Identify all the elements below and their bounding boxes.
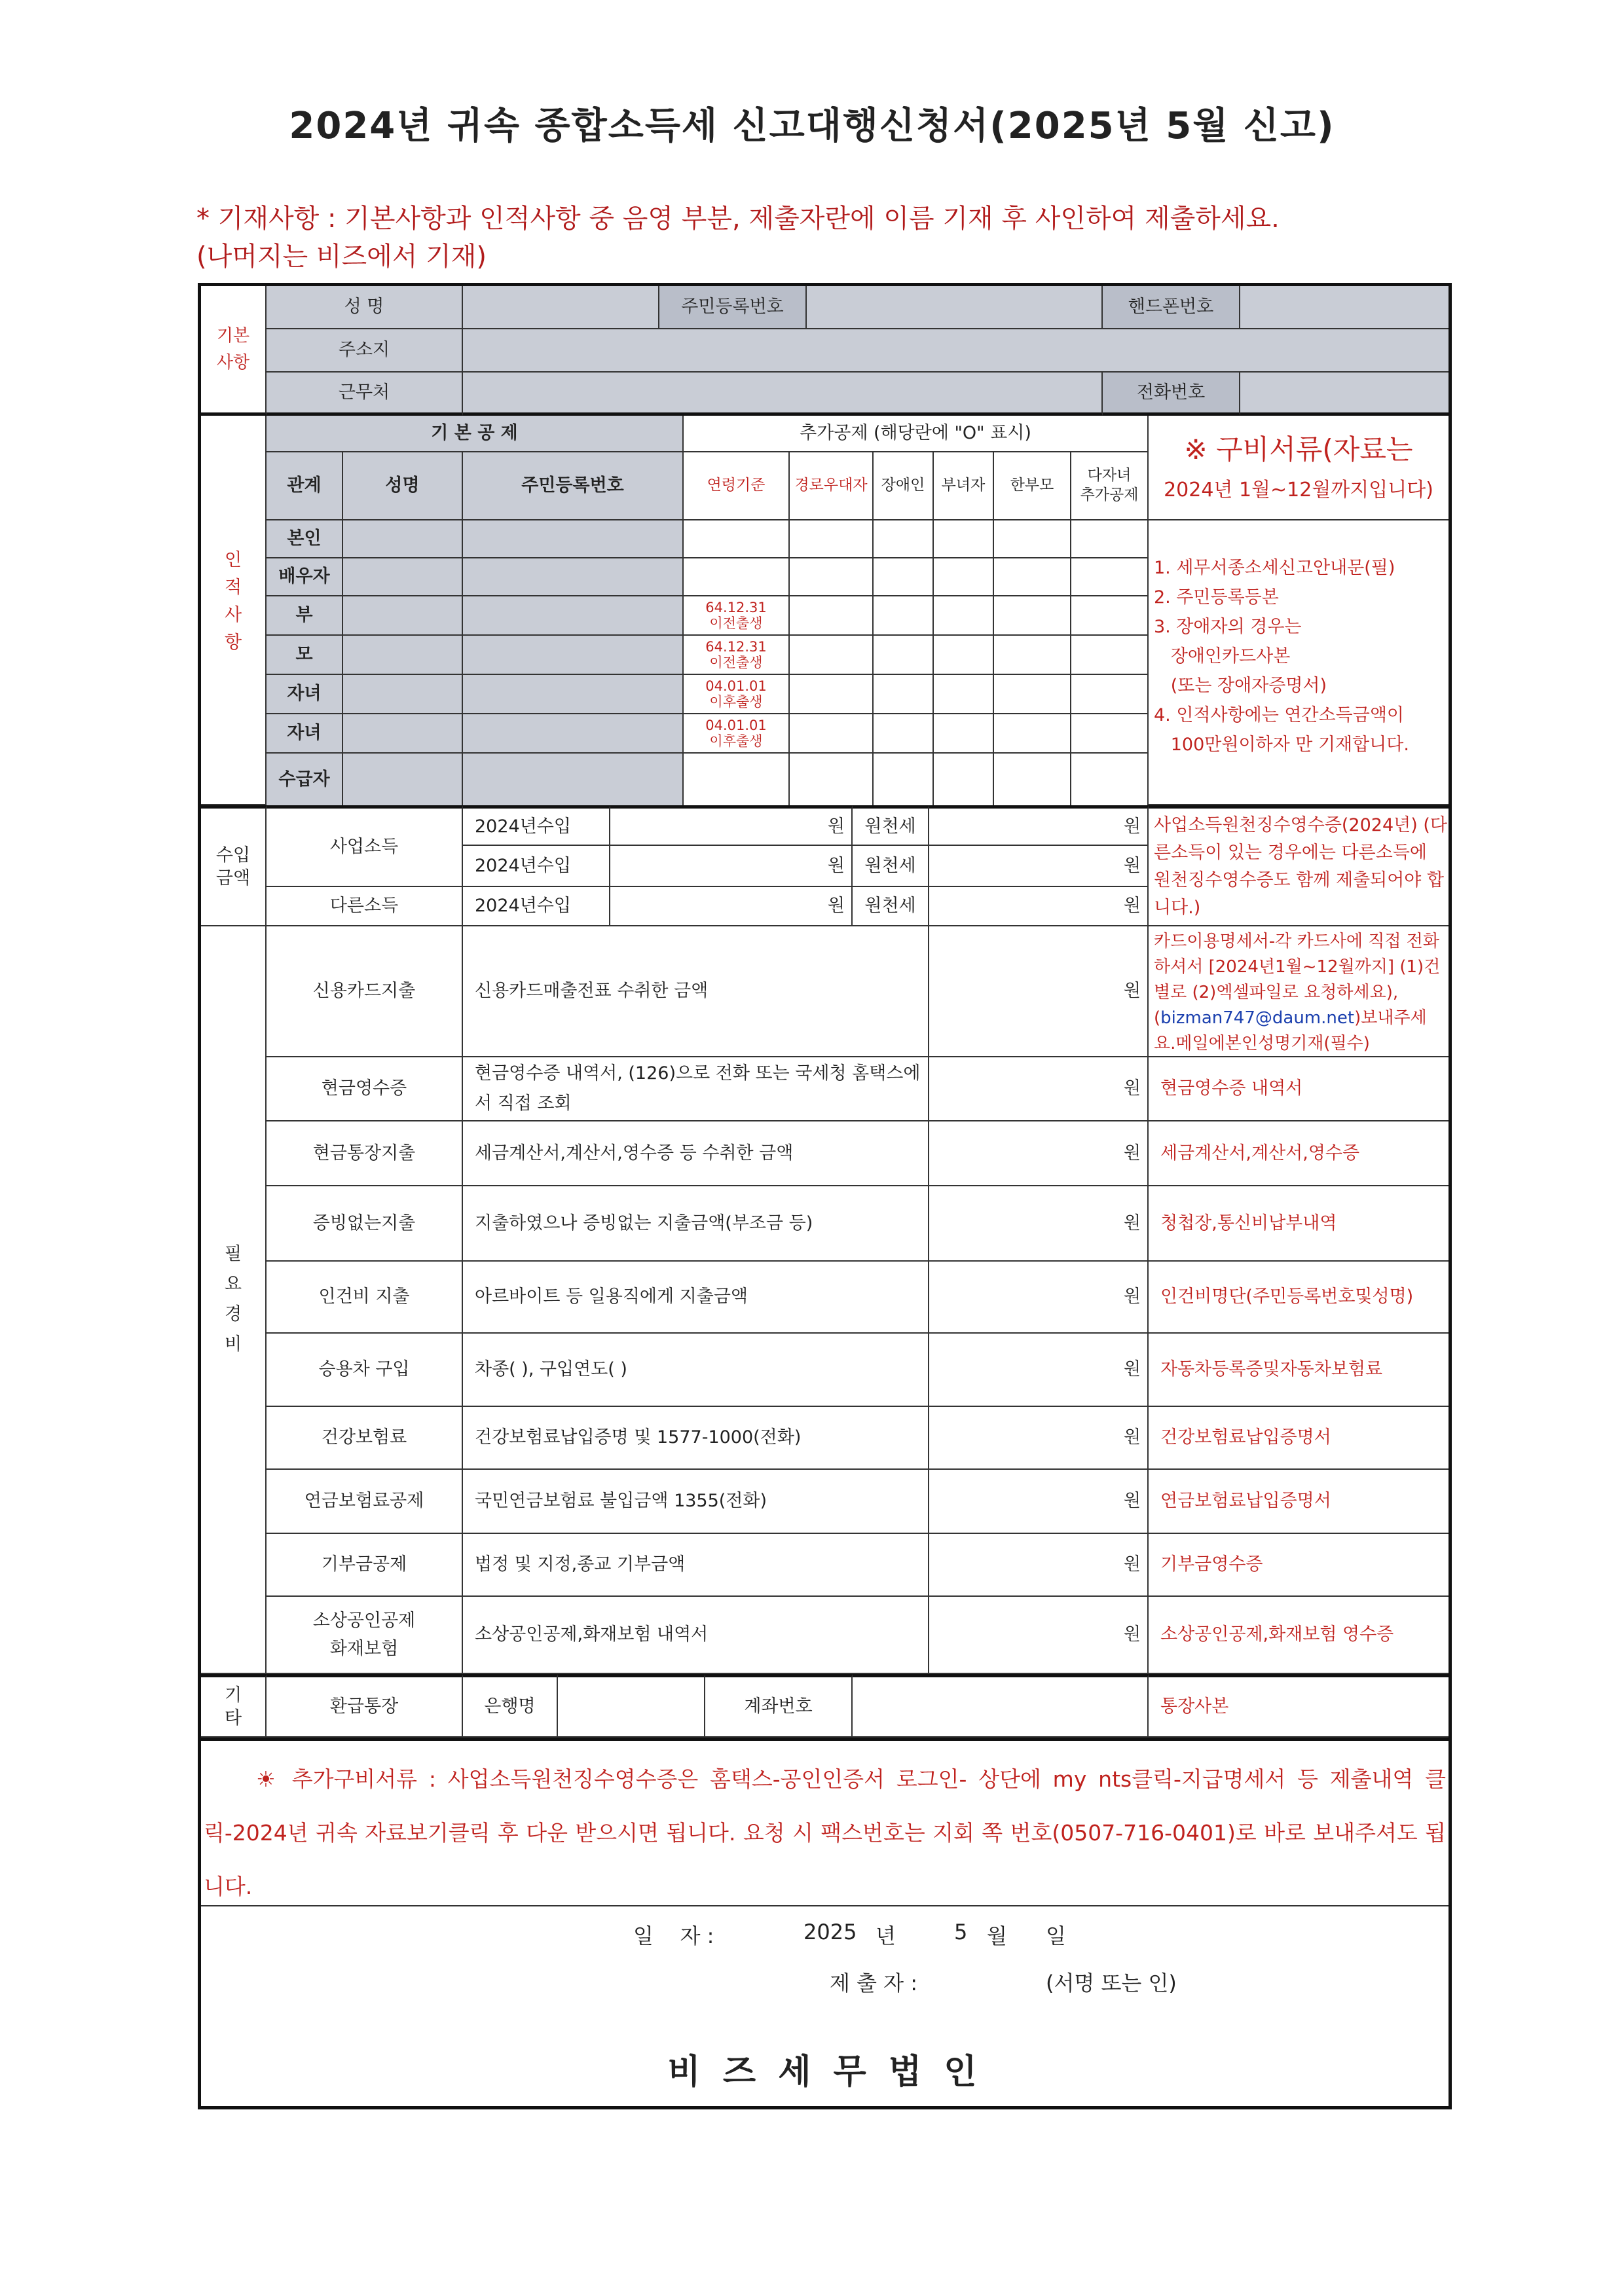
business-amount-1[interactable] — [610, 805, 853, 846]
expense-doc: 인건비명단(주민등록번호및성명) — [1149, 1262, 1449, 1334]
expense-item-label: 승용차 구입 — [267, 1334, 463, 1407]
dependent-deduction-check[interactable] — [1071, 754, 1149, 805]
expense-item-label: 인건비 지출 — [267, 1262, 463, 1334]
dependent-deduction-check[interactable] — [874, 596, 934, 636]
expense-amount-field[interactable] — [929, 1057, 1149, 1121]
dependent-relation: 본인 — [267, 520, 343, 558]
won-unit: 원 — [827, 855, 845, 876]
additional-deduction-header: 추가공제 (해당란에 "O" 표시) — [684, 416, 1149, 452]
expense-amount-field[interactable] — [929, 1262, 1149, 1334]
dependent-deduction-check[interactable] — [994, 714, 1071, 754]
won-unit: 원 — [1123, 1286, 1141, 1307]
dependent-deduction-check[interactable] — [1071, 675, 1149, 714]
won-unit: 원 — [1123, 981, 1141, 1002]
expense-section-label: 필 요 경 비 — [201, 926, 267, 1674]
col-rrn: 주민등록번호 — [463, 452, 684, 520]
business-received-label-2: 2024년수입 — [463, 846, 610, 887]
etc-section-label: 기 타 — [201, 1674, 267, 1738]
business-amount-2[interactable] — [610, 846, 853, 887]
dependent-age-criteria — [684, 558, 790, 596]
business-received-label-1: 2024년수입 — [463, 805, 610, 846]
card-doc-text: 카드이용명세서-각 카드사에 직접 전화하셔서 [2024년1월~12월까지] (1)건별로 (2)엑셀파일로 요청하세요),( — [1154, 932, 1441, 1028]
dependent-relation: 수급자 — [267, 754, 343, 805]
dependent-deduction-check[interactable] — [874, 675, 934, 714]
signature-hint: (서명 또는 인) — [1046, 1971, 1177, 1995]
expense-amount-field[interactable] — [929, 1407, 1149, 1470]
col-female: 부녀자 — [934, 452, 994, 520]
dependent-deduction-check[interactable] — [790, 714, 874, 754]
rrn-field[interactable] — [807, 286, 1103, 329]
dependent-rrn-field[interactable] — [463, 754, 684, 805]
dependent-rrn-field[interactable] — [463, 596, 684, 636]
dependent-name-field[interactable] — [343, 636, 463, 675]
dependent-rrn-field[interactable] — [463, 520, 684, 558]
income-section-label: 수입 금액 — [201, 805, 267, 926]
other-income-label: 다른소득 — [267, 887, 463, 926]
expense-doc: 소상공인공제,화재보험 영수증 — [1149, 1597, 1449, 1674]
dependent-deduction-check[interactable] — [934, 754, 994, 805]
expense-item-label: 연금보험료공제 — [267, 1470, 463, 1534]
dependent-deduction-check[interactable] — [934, 520, 994, 558]
dependent-age-criteria: 04.01.01 이후출생 — [684, 675, 790, 714]
won-unit: 원 — [1123, 1359, 1141, 1380]
tel-label: 전화번호 — [1103, 373, 1240, 416]
dependent-age-criteria — [684, 520, 790, 558]
dependent-age-criteria: 64.12.31 이전출생 — [684, 636, 790, 675]
expense-description: 법정 및 지정,종교 기부금액 — [463, 1534, 929, 1597]
dependent-deduction-check[interactable] — [994, 636, 1071, 675]
dependent-deduction-check[interactable] — [874, 636, 934, 675]
dependent-deduction-check[interactable] — [874, 520, 934, 558]
expense-item-label: 신용카드지출 — [267, 926, 463, 1057]
page-title: 2024년 귀속 종합소득세 신고대행신청서(2025년 5월 신고) — [289, 105, 1335, 147]
other-amount[interactable] — [610, 887, 853, 926]
dependent-rrn-field[interactable] — [463, 675, 684, 714]
withholding-label-1: 원천세 — [853, 805, 929, 846]
won-unit: 원 — [1123, 1554, 1141, 1575]
dependent-relation: 배우자 — [267, 558, 343, 596]
date-month-unit: 월 — [987, 1923, 1007, 1948]
additional-docs-note: ☀ 추가구비서류 : 사업소득원천징수영수증은 홈택스-공인인증서 로그인- 상단에 my nts클릭-지급명세서 등 제출내역 클릭-2024년 귀속 자료보기클릭 후 다운 받으시면 됩니다. 요청 시 팩스번호는 지회 쪽 번호(0507-716-0401)로 바로 보내주셔도 됩니다. — [201, 1738, 1449, 1906]
col-elder: 경로우대자 — [790, 452, 874, 520]
dependent-deduction-check[interactable] — [994, 520, 1071, 558]
other-received-label: 2024년수입 — [463, 887, 610, 926]
address-field[interactable] — [463, 329, 1449, 373]
withholding-label-2: 원천세 — [853, 846, 929, 887]
application-form — [198, 283, 1452, 2109]
expense-description: 차종( ), 구입연도( ) — [463, 1334, 929, 1407]
work-field[interactable] — [463, 373, 1103, 416]
expense-doc: 자동차등록증및자동차보험료 — [1149, 1334, 1449, 1407]
refund-account-label: 환급통장 — [267, 1674, 463, 1738]
dependent-deduction-check[interactable] — [934, 675, 994, 714]
dependent-relation: 자녀 — [267, 714, 343, 754]
won-unit: 원 — [1123, 855, 1141, 876]
expense-description: 아르바이트 등 일용직에게 지출금액 — [463, 1262, 929, 1334]
dependent-relation: 모 — [267, 636, 343, 675]
expense-description: 현금영수증 내역서, (126)으로 전화 또는 국세청 홈택스에서 직접 조회 — [463, 1057, 929, 1121]
dependent-deduction-check[interactable] — [1071, 596, 1149, 636]
company-name: 비 즈 세 무 법 인 — [667, 2052, 982, 2092]
won-unit: 원 — [1123, 896, 1141, 917]
dependent-age-criteria: 04.01.01 이후출생 — [684, 714, 790, 754]
docs-list: 1. 세무서종소세신고안내문(필) 2. 주민등록등본 3. 장애자의 경우는 장애인카드사본 (또는 장애자증명서) 4. 인적사항에는 연간소득금액이 100만원이하자 만 기재합니다. — [1149, 520, 1449, 805]
bank-name-field[interactable] — [558, 1674, 705, 1738]
col-name: 성명 — [343, 452, 463, 520]
withholding-amount-1[interactable] — [929, 805, 1149, 846]
dependent-rrn-field[interactable] — [463, 636, 684, 675]
col-age: 연령기준 — [684, 452, 790, 520]
dependent-age-criteria: 64.12.31 이전출생 — [684, 596, 790, 636]
dependent-deduction-check[interactable] — [934, 636, 994, 675]
date-year-unit: 년 — [876, 1923, 896, 1948]
expense-doc: 청첩장,통신비납부내역 — [1149, 1186, 1449, 1262]
dependent-deduction-check[interactable] — [790, 675, 874, 714]
expense-doc: 현금영수증 내역서 — [1149, 1057, 1449, 1121]
expense-item-label: 건강보험료 — [267, 1407, 463, 1470]
income-docs-note: 사업소득원천징수영수증(2024년) (다른소득이 있는 경우에는 다른소득에 원천징수영수증도 함께 제출되어야 합니다.) — [1149, 805, 1449, 926]
col-single-parent: 한부모 — [994, 452, 1071, 520]
expense-doc: 세금계산서,계산서,영수증 — [1149, 1121, 1449, 1186]
account-number-label: 계좌번호 — [705, 1674, 853, 1738]
expense-amount-field[interactable] — [929, 926, 1149, 1057]
won-unit: 원 — [1123, 1427, 1141, 1448]
dependent-deduction-check[interactable] — [1071, 714, 1149, 754]
dependent-deduction-check[interactable] — [790, 558, 874, 596]
won-unit: 원 — [1123, 1142, 1141, 1163]
expense-item-label: 현금영수증 — [267, 1057, 463, 1121]
withholding-label-3: 원천세 — [853, 887, 929, 926]
bank-name-label: 은행명 — [463, 1674, 558, 1738]
withholding-amount-3[interactable] — [929, 887, 1149, 926]
expense-amount-field[interactable] — [929, 1470, 1149, 1534]
dependent-name-field[interactable] — [343, 596, 463, 636]
tel-field[interactable] — [1240, 373, 1449, 416]
col-multi-child: 다자녀 추가공제 — [1071, 452, 1149, 520]
expense-description: 국민연금보험료 불입금액 1355(전화) — [463, 1470, 929, 1534]
expense-doc: 건강보험료납입증명서 — [1149, 1407, 1449, 1470]
won-unit: 원 — [1123, 1624, 1141, 1645]
won-unit: 원 — [827, 816, 845, 837]
address-label: 주소지 — [267, 329, 463, 373]
card-doc-text-2: )보내주세요.메일에본인성명기재(필수) — [1154, 1008, 1427, 1053]
expense-amount-field[interactable] — [929, 1597, 1149, 1674]
won-unit: 원 — [1123, 1212, 1141, 1233]
dependent-name-field[interactable] — [343, 558, 463, 596]
dependent-deduction-check[interactable] — [1071, 636, 1149, 675]
basic-section-label: 기본 사항 — [201, 286, 267, 416]
expense-amount-field[interactable] — [929, 1186, 1149, 1262]
basic-deduction-header: 기 본 공 제 — [267, 416, 684, 452]
expense-doc: 기부금영수증 — [1149, 1534, 1449, 1597]
dependent-deduction-check[interactable] — [790, 520, 874, 558]
dependent-name-field[interactable] — [343, 754, 463, 805]
expense-amount-field[interactable] — [929, 1121, 1149, 1186]
date-year: 2025 — [803, 1920, 857, 1944]
dependent-name-field[interactable] — [343, 675, 463, 714]
expense-description: 소상공인공제,화재보험 내역서 — [463, 1597, 929, 1674]
won-unit: 원 — [827, 896, 845, 917]
expense-doc: 연금보험료납입증명서 — [1149, 1470, 1449, 1534]
email-link[interactable]: bizman747@daum.net — [1160, 1008, 1355, 1028]
won-unit: 원 — [1123, 816, 1141, 837]
dependent-age-criteria — [684, 754, 790, 805]
business-income-label: 사업소득 — [267, 805, 463, 887]
dependent-name-field[interactable] — [343, 714, 463, 754]
dependent-relation: 부 — [267, 596, 343, 636]
expense-doc — [1149, 926, 1449, 1057]
expense-item-label: 기부금공제 — [267, 1534, 463, 1597]
dependent-name-field[interactable] — [343, 520, 463, 558]
expense-description: 세금계산서,계산서,영수증 등 수취한 금액 — [463, 1121, 929, 1186]
dependent-deduction-check[interactable] — [1071, 558, 1149, 596]
personal-section-label: 인 적 사 항 — [201, 416, 267, 805]
expense-item-label: 증빙없는지출 — [267, 1186, 463, 1262]
dependent-deduction-check[interactable] — [874, 754, 934, 805]
name-label: 성 명 — [267, 286, 463, 329]
dependent-deduction-check[interactable] — [994, 675, 1071, 714]
dependent-rrn-field[interactable] — [463, 558, 684, 596]
docs-period: 2024년 1월~12월까지입니다) — [1164, 478, 1433, 501]
date-month: 5 — [954, 1920, 968, 1944]
name-field[interactable] — [463, 286, 659, 329]
expense-amount-field[interactable] — [929, 1334, 1149, 1407]
notice-text: * 기재사항 : 기본사항과 인적사항 중 음영 부분, 제출자란에 이름 기재 후 사인하여 제출하세요. (나머지는 비즈에서 기재) — [196, 204, 1280, 272]
phone-field[interactable] — [1240, 286, 1449, 329]
dependent-rrn-field[interactable] — [463, 714, 684, 754]
dependent-deduction-check[interactable] — [994, 558, 1071, 596]
dependent-deduction-check[interactable] — [1071, 520, 1149, 558]
work-label: 근무처 — [267, 373, 463, 416]
col-relation: 관계 — [267, 452, 343, 520]
docs-title: ※ 구비서류(자료는 — [1184, 433, 1413, 466]
dependent-deduction-check[interactable] — [874, 558, 934, 596]
expense-item-label: 소상공인공제 화재보험 — [267, 1597, 463, 1674]
date-day-unit: 일 — [1046, 1923, 1066, 1948]
dependent-deduction-check[interactable] — [934, 558, 994, 596]
dependent-relation: 자녀 — [267, 675, 343, 714]
col-disabled: 장애인 — [874, 452, 934, 520]
rrn-label: 주민등록번호 — [659, 286, 807, 329]
dependent-deduction-check[interactable] — [994, 754, 1071, 805]
date-label: 일 자 : — [633, 1923, 714, 1948]
expense-description: 지출하였으나 증빙없는 지출금액(부조금 등) — [463, 1186, 929, 1262]
dependent-deduction-check[interactable] — [934, 714, 994, 754]
bankbook-copy-doc: 통장사본 — [1149, 1674, 1449, 1738]
expense-description: 건강보험료납입증명 및 1577-1000(전화) — [463, 1407, 929, 1470]
dependent-deduction-check[interactable] — [790, 754, 874, 805]
submission-area — [201, 1906, 1449, 2103]
submitter-label: 제 출 자 : — [830, 1971, 918, 1995]
won-unit: 원 — [1123, 1491, 1141, 1512]
expense-description: 신용카드매출전표 수취한 금액 — [463, 926, 929, 1057]
dependent-deduction-check[interactable] — [790, 636, 874, 675]
dependent-deduction-check[interactable] — [934, 596, 994, 636]
expense-item-label: 현금통장지출 — [267, 1121, 463, 1186]
account-number-field[interactable] — [853, 1674, 1149, 1738]
phone-label: 핸드폰번호 — [1103, 286, 1240, 329]
dependent-deduction-check[interactable] — [790, 596, 874, 636]
dependent-deduction-check[interactable] — [874, 714, 934, 754]
won-unit: 원 — [1123, 1078, 1141, 1099]
dependent-deduction-check[interactable] — [994, 596, 1071, 636]
docs-header — [1149, 416, 1449, 520]
expense-amount-field[interactable] — [929, 1534, 1149, 1597]
withholding-amount-2[interactable] — [929, 846, 1149, 887]
